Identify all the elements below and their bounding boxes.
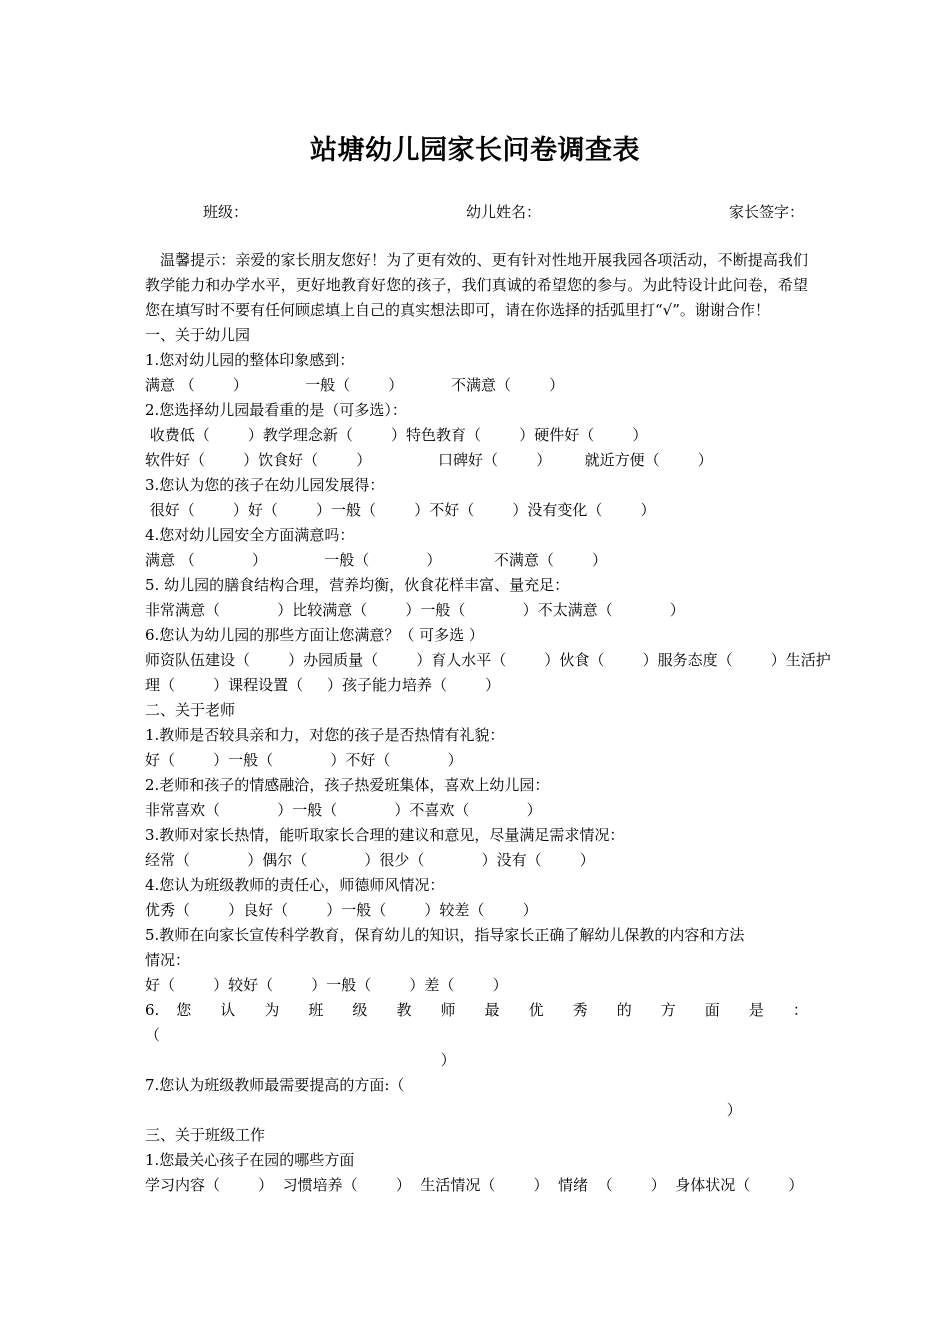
question-text: 2.老师和孩子的情感融洽，孩子热爱班集体，喜欢上幼儿园： — [145, 776, 550, 794]
class-label: 班级： — [203, 203, 249, 221]
answer-options[interactable]: 满意 （ ） 一般（ ） 不满意（ ） — [145, 376, 565, 394]
question-text: 1.您对幼儿园的整体印象感到： — [145, 351, 355, 369]
question-text-justified: 6. 您 认 为 班 级 教 师 最 优 秀 的 方 面 是 ： — [145, 1001, 808, 1019]
answer-options[interactable]: 收费低（ ）教学理念新（ ）特色教育（ ）硬件好（ ） — [145, 426, 648, 444]
question-text: 3.教师对家长热情，能听取家长合理的建议和意见，尽量满足需求情况： — [145, 826, 625, 844]
intro-paragraph: 温馨提示：亲爱的家长朋友您好！为了更有效的、更有针对性地开展我园各项活动，不断提高我们教学能力和办学水平，更好地教育好您的孩子，我们真诚的希望您的参与。为此特设计此问卷，希望您在填写时不要有任何顾虑填上自己的真实想法即可，请在你选择的括弧里打“√”。谢谢合作！ — [145, 251, 808, 319]
answer-open-bracket[interactable]: （ — [145, 1026, 161, 1044]
questionnaire-body — [145, 248, 831, 1198]
page-title: 站塘幼儿园家长问卷调查表 — [310, 135, 640, 166]
answer-options[interactable]: 软件好（ ）饮食好（ ） 口碑好（ ） 就近方便（ ） — [145, 451, 713, 469]
question-text: 4.您对幼儿园安全方面满意吗： — [145, 526, 355, 544]
parent-sign-label: 家长签字： — [729, 203, 805, 221]
answer-close-bracket[interactable]: ） — [145, 1051, 456, 1069]
answer-options[interactable]: 师资队伍建设（ ）办园质量（ ）育人水平（ ）伙食（ ）服务态度（ ）生活护 — [145, 651, 831, 669]
answer-options[interactable]: 学习内容（ ） 习惯培养（ ） 生活情况（ ） 情绪 （ ） 身体状况（ ） — [145, 1176, 804, 1194]
answer-options[interactable]: 非常喜欢（ ）一般（ ）不喜欢（ ） — [145, 801, 542, 819]
answer-options[interactable]: 优秀（ ）良好（ ）一般（ ）较差（ ） — [145, 901, 538, 919]
answer-options[interactable]: 好（ ）一般（ ）不好（ ） — [145, 751, 463, 769]
section-3-heading: 三、关于班级工作 — [145, 1126, 266, 1144]
answer-options[interactable]: 理（ ）课程设置（ ）孩子能力培养（ ） — [145, 676, 501, 694]
question-text: 2.您选择幼儿园最看重的是（可多选）： — [145, 401, 407, 419]
answer-options[interactable]: 经常（ ）偶尔（ ）很少（ ）没有（ ） — [145, 851, 595, 869]
question-text: 1.教师是否较具亲和力，对您的孩子是否热情有礼貌： — [145, 726, 505, 744]
question-text: 5.教师在向家长宣传科学教育，保育幼儿的知识，指导家长正确了解幼儿保教的内容和方法 — [145, 926, 745, 944]
question-text: 3.您认为您的孩子在幼儿园发展得： — [145, 476, 385, 494]
question-text: 1.您最关心孩子在园的哪些方面 — [145, 1151, 355, 1169]
answer-options[interactable]: 满意 （ ） 一般（ ） 不满意（ ） — [145, 551, 608, 569]
question-text: 6.您认为幼儿园的那些方面让您满意？（ 可多选 ） — [145, 626, 484, 644]
question-text: 4.您认为班级教师的责任心，师德师风情况： — [145, 876, 445, 894]
answer-options[interactable]: 很好（ ）好（ ）一般（ ）不好（ ）没有变化（ ） — [145, 501, 656, 519]
section-1-heading: 一、关于幼儿园 — [145, 326, 251, 344]
answer-close-bracket[interactable]: ） — [145, 1101, 742, 1119]
question-text: 5. 幼儿园的膳食结构合理，营养均衡，伙食花样丰富、量充足： — [145, 576, 570, 594]
question-text: 情况： — [145, 951, 191, 969]
question-text[interactable]: 7.您认为班级教师最需要提高的方面:（ — [145, 1076, 405, 1094]
section-2-heading: 二、关于老师 — [145, 701, 236, 719]
answer-options[interactable]: 好（ ）较好（ ）一般（ ）差（ ） — [145, 976, 508, 994]
child-name-label: 幼儿姓名： — [466, 203, 542, 221]
answer-options[interactable]: 非常满意（ ）比较满意（ ）一般（ ）不太满意（ ） — [145, 601, 685, 619]
